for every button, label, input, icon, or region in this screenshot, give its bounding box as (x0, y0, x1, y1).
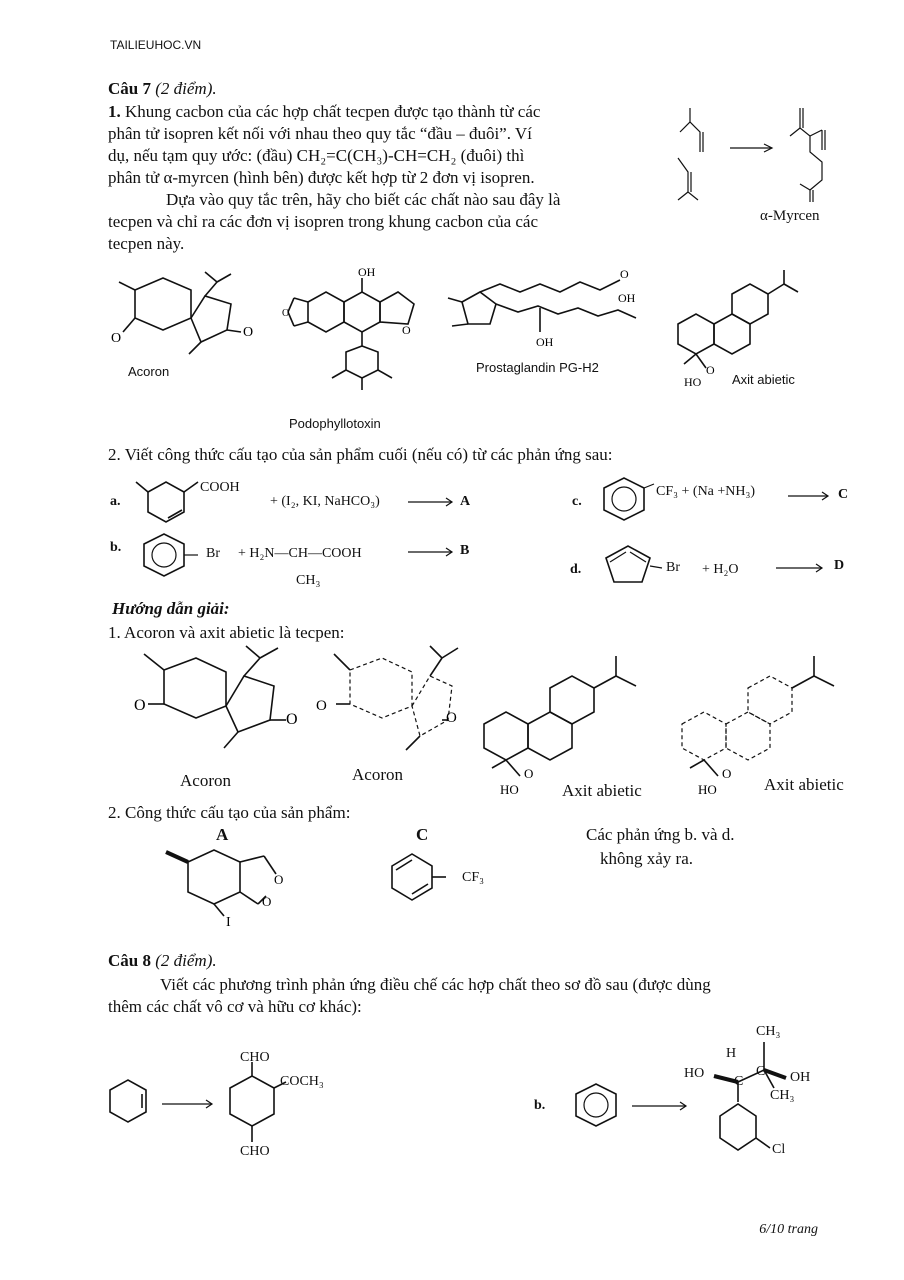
solution-abietic-1 (478, 640, 668, 800)
q8-line2: thêm các chất vô cơ và hữu cơ khác): (108, 997, 362, 1016)
reaction-d-br: Br (666, 560, 680, 575)
svg-text:O: O (316, 698, 327, 714)
myrcen-scheme (660, 100, 860, 215)
q8-heading (108, 950, 217, 972)
q8b-ho: HO (684, 1066, 705, 1081)
svg-text:O: O (282, 308, 290, 319)
q8b-arrow (632, 1100, 692, 1112)
product-c-cf3: CF₃ (462, 870, 485, 885)
q8a-cho-top: CHO (240, 1050, 270, 1065)
q8b-h: H (726, 1046, 737, 1061)
reaction-c-label: c. (572, 494, 582, 509)
svg-text:O: O (111, 331, 122, 346)
q7-title: Câu 7 (108, 79, 151, 98)
svg-text:OH: OH (618, 291, 636, 305)
reaction-d-reagent: + H₂O (702, 562, 739, 577)
q7-points: (2 điểm). (155, 79, 217, 98)
solution-label-abietic-2: Axit abietic (764, 775, 844, 794)
q7-heading (108, 78, 217, 100)
svg-text:O: O (446, 710, 457, 726)
solution-acoron-2 (312, 640, 472, 770)
solution-acoron-1 (126, 640, 306, 770)
svg-text:O: O (286, 711, 298, 728)
solution-s1: 1. Acoron và axit abietic là tecpen: (108, 623, 345, 642)
reaction-d-label: d. (570, 562, 582, 577)
svg-text:O: O (706, 363, 715, 377)
reaction-b-product: B (460, 543, 470, 558)
q7-line7: tecpen này. (108, 234, 185, 253)
reaction-a-arrow (408, 496, 458, 508)
q8b-c2: C (756, 1064, 766, 1079)
reaction-a-reagent: + (I₂, KI, NaHCO₃) (270, 494, 380, 509)
svg-text:O: O (402, 323, 411, 337)
q7-paragraph (108, 101, 614, 255)
q7-line6: tecpen và chỉ ra các đơn vị isopren trong khung cacbon của các (108, 212, 539, 231)
reaction-c-product: C (838, 487, 849, 502)
reaction-b-arrow (408, 546, 458, 558)
svg-text:HO: HO (500, 782, 519, 797)
prostaglandin-structure (440, 262, 650, 362)
svg-text:HO: HO (698, 782, 717, 797)
q8-points: (2 điểm). (155, 951, 217, 970)
q8b-c1: C (734, 1074, 744, 1089)
reaction-b-ch3: CH₃ (296, 573, 321, 588)
q7-line1: Khung cacbon của các hợp chất tecpen được tạo thành từ các (125, 102, 541, 121)
page-number: 6/10 trang (759, 1222, 818, 1237)
svg-text:O: O (274, 872, 284, 887)
svg-text:OH: OH (536, 335, 554, 349)
svg-text:O: O (134, 697, 146, 714)
reaction-c-reagent: CF₃ + (Na +NH₃) (656, 484, 756, 499)
q8b-oh: OH (790, 1070, 811, 1085)
podophyllotoxin-structure (280, 262, 430, 412)
svg-text:O: O (620, 267, 629, 281)
solution-note1: Các phản ứng b. và d. (586, 825, 735, 844)
reaction-a-product: A (460, 494, 471, 509)
solution-s2: 2. Công thức cấu tạo của sản phẩm: (108, 803, 351, 822)
solution-note2: không xảy ra. (600, 849, 694, 868)
product-a-iodo: I (226, 915, 231, 930)
q7-line5: Dựa vào quy tắc trên, hãy cho biết các chất nào sau đây là (166, 190, 561, 209)
q8-title: Câu 8 (108, 951, 151, 970)
q7-part1-num: 1. (108, 102, 121, 121)
q8b-cl: Cl (772, 1142, 786, 1157)
svg-text:O: O (524, 766, 534, 781)
q8a-coch3: COCH₃ (280, 1074, 324, 1089)
q8b-label: b. (534, 1098, 546, 1113)
q7-line2: phân tử isopren kết nối với nhau theo quy tắc “đầu – đuôi”. Ví (108, 124, 532, 143)
q8b-ch3-top: CH₃ (756, 1024, 781, 1039)
myrcen-label: α-Myrcen (760, 208, 820, 224)
reaction-c-arrow (788, 490, 834, 502)
reaction-b-br: Br (206, 546, 220, 561)
q7-line4: phân tử α-myrcen (hình bên) được kết hợp từ 2 đơn vị isopren. (108, 168, 535, 187)
reaction-a-cooh: COOH (200, 480, 240, 495)
compound-abietic: Axit abietic (732, 372, 795, 387)
q8b-ch3-bottom: CH₃ (770, 1088, 795, 1103)
svg-text:HO: HO (684, 375, 702, 389)
compound-acoron: Acoron (128, 364, 170, 379)
product-a-structure (158, 840, 298, 930)
svg-text:O: O (262, 894, 272, 909)
reaction-b-benzene (136, 530, 206, 580)
reaction-c-benzene (596, 474, 656, 526)
product-c-structure (384, 850, 464, 904)
reaction-a-label: a. (110, 494, 121, 509)
q8a-cho-bottom: CHO (240, 1144, 270, 1159)
q8b-product-structure (690, 1020, 820, 1170)
reaction-b-label: b. (110, 540, 122, 555)
q8b-benzene (568, 1080, 628, 1134)
svg-text:O: O (243, 325, 254, 340)
site-watermark: TAILIEUHOC.VN (110, 38, 202, 52)
compound-podophyllotoxin: Podophyllotoxin (289, 416, 381, 431)
reaction-d-product: D (834, 558, 845, 573)
q7-line3: dụ, nếu tạm quy ước: (đầu) CH₂=C(CH₃)-CH=CH₂ (đuôi) thì (108, 146, 525, 165)
reaction-d-cyclopentadiene (596, 540, 666, 590)
solution-label-acoron-1: Acoron (180, 771, 231, 790)
acoron-structure (105, 260, 275, 370)
solution-label-abietic-1: Axit abietic (562, 781, 642, 800)
q8-paragraph (108, 974, 820, 1018)
q8a-arrow (162, 1098, 218, 1110)
svg-text:OH: OH (358, 265, 376, 279)
product-a-label: A (216, 825, 229, 844)
solution-label-acoron-2: Acoron (352, 765, 403, 784)
reaction-b-reagent: + H₂N—CH—COOH (238, 546, 362, 561)
svg-text:O: O (722, 766, 732, 781)
q8a-cyclohexene (100, 1074, 160, 1134)
reaction-d-arrow (776, 562, 828, 574)
q8-line1: Viết các phương trình phản ứng điều chế các hợp chất theo sơ đồ sau (được dùng (160, 975, 711, 994)
compound-prostaglandin: Prostaglandin PG-H2 (476, 360, 599, 375)
product-c-label: C (416, 825, 429, 844)
q7-part2: 2. Viết công thức cấu tạo của sản phẩm cuối (nếu có) từ các phản ứng sau: (108, 445, 613, 464)
solution-title: Hướng dẫn giải: (112, 599, 230, 618)
